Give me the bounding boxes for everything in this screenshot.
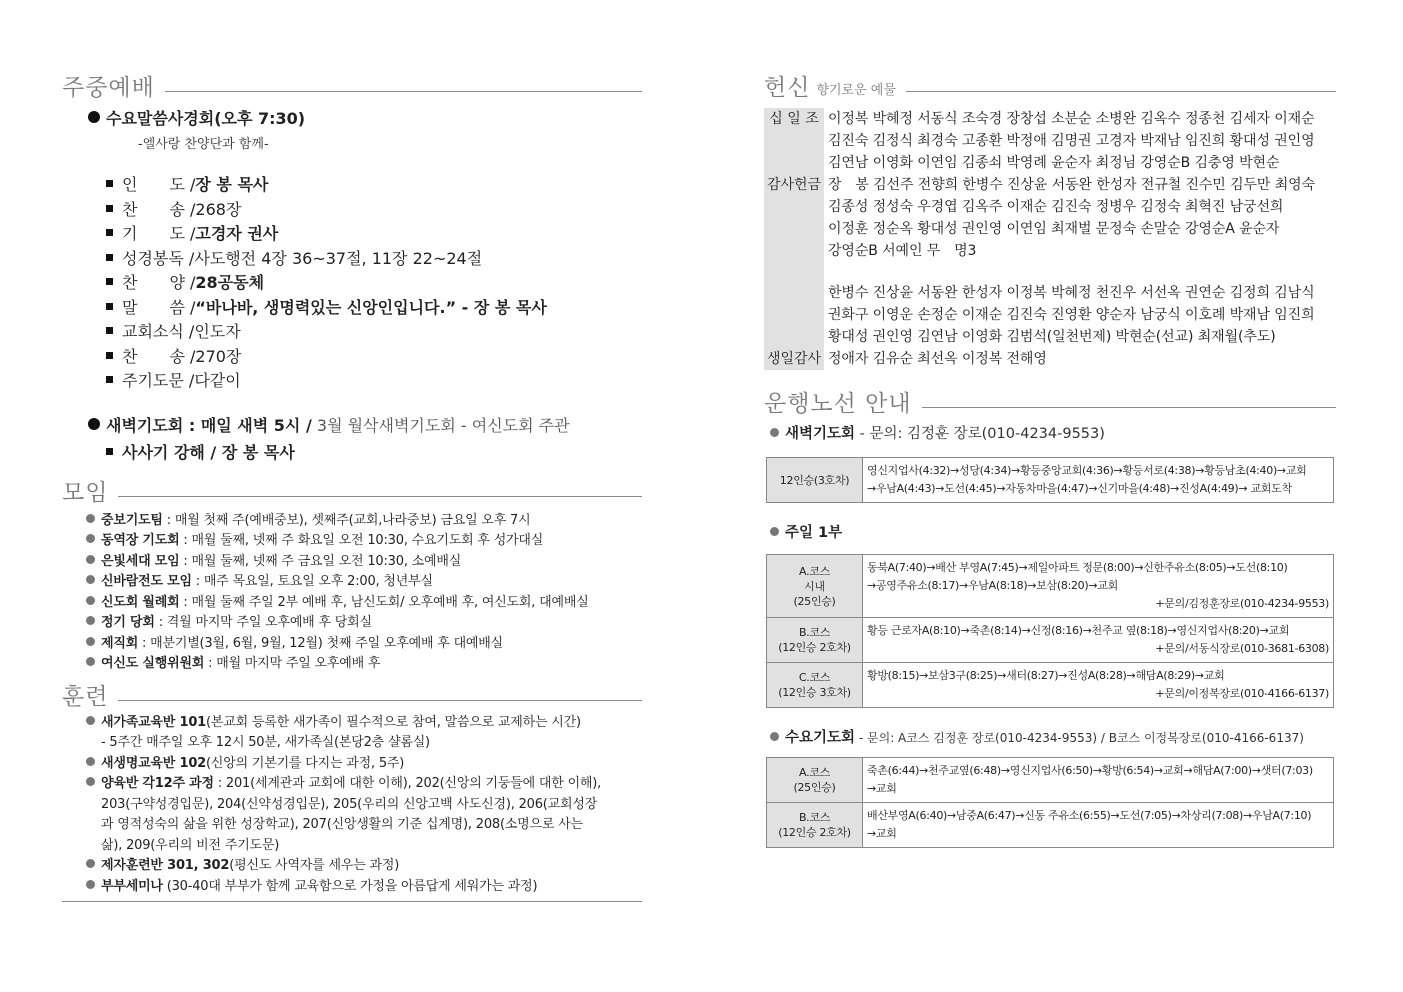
item-name: 중보기도팀: [101, 512, 163, 528]
item-name: 정기 당회: [101, 615, 155, 630]
names-line: 강영순B 서예인 무 명3: [828, 243, 977, 259]
order-row: [106, 270, 642, 295]
route-label: 주일 1부: [785, 525, 843, 541]
list-item: [86, 632, 642, 653]
item-name: 신바람전도 모임: [101, 574, 192, 589]
list-item: [86, 877, 642, 898]
item-text: : 매분기별(3월, 6월, 9월, 12월) 첫째 주일 오후예배 후 대예배실: [138, 635, 503, 651]
route-path: [863, 803, 1334, 848]
route-vehicle: C.코스 (12인승 3호차): [767, 663, 863, 708]
order-value: 270장: [195, 346, 242, 366]
square-bullet-icon: [106, 254, 113, 261]
route-path: [863, 555, 1334, 618]
route-vehicle: B.코스 (12인승 2호차): [767, 618, 863, 663]
table-row: [767, 458, 1334, 503]
route-heading-wednesday: [770, 726, 1336, 747]
list-item: [86, 550, 642, 571]
order-value: 28공동체: [195, 273, 265, 292]
bullet-icon: [88, 418, 100, 430]
order-label: 기 도 /: [122, 224, 196, 243]
divider: [118, 496, 642, 497]
offering-row: [764, 108, 1334, 174]
bullet-icon: [770, 428, 779, 437]
list-item: [86, 856, 642, 877]
divider: [906, 91, 1336, 92]
route-vehicle: A.코스 시내 (25인승): [767, 555, 863, 618]
order-label: 찬 양 /: [122, 273, 196, 292]
item-text: : 매월 첫째 주(예배중보), 셋째주(교회,나라중보) 금요일 오후 7시: [162, 512, 531, 528]
route-line: 영신지업사(4:32)→성당(4:34)→황등중앙교회(4:36)→황등서로(4:38)→황등남초(4:40)→교회: [867, 464, 1307, 477]
item-text: (본교회 등록한 새가족이 필수적으로 참여, 말씀으로 교제하는 시간): [206, 714, 581, 730]
offering-list: [764, 108, 1334, 370]
bullet-icon: [770, 732, 779, 741]
route-path: [863, 458, 1334, 503]
item-name: 동역장 기도회: [101, 533, 180, 548]
offering-category: 십 일 조: [764, 108, 824, 174]
item-name: 새가족교육반 101: [101, 714, 207, 730]
list-item: [86, 509, 642, 530]
route-line: 배산부영A(6:40)→남중A(6:47)→신동 주유소(6:55)→도선(7:05)→차상리(7:08)→우남A(7:10): [867, 809, 1312, 822]
divider: [62, 901, 642, 902]
route-line: 황방(8:15)→보삼3구(8:25)→새터(8:27)→진성A(8:28)→해담A(8:29)→교회: [867, 669, 1225, 682]
route-line: →우남A(4:43)→도선(4:45)→자동차마을(4:47)→신기마을(4:48)→진성A(4:49)→ 교회도착: [867, 482, 1292, 495]
list-item: [86, 652, 642, 673]
bullet-icon: [86, 637, 95, 646]
item-name: 신도회 월례회: [101, 594, 180, 610]
table-row: [767, 618, 1334, 663]
item-text-line: 삶), 209(우리의 비전 주기도문): [101, 837, 280, 853]
item-text: (평신도 사역자를 세우는 과정): [229, 858, 400, 873]
section-title: 모임: [62, 479, 109, 506]
section-title: 훈련: [62, 683, 109, 710]
route-path: [863, 758, 1334, 803]
bullet-icon: [86, 777, 95, 786]
right-column: [764, 64, 1336, 848]
item-text: : 매월 둘째 주일 2부 예배 후, 남신도회/ 오후예배 후, 여신도회, 대예배실: [179, 594, 589, 610]
offering-names: [824, 348, 1334, 370]
offering-names: [824, 108, 1334, 174]
route-contact: +문의/이정복장로(010-4166-6137): [1155, 687, 1329, 700]
section-title: 헌신: [764, 75, 811, 101]
bullet-icon: [86, 534, 95, 543]
order-value: 다같이: [194, 371, 241, 390]
offering-row: [764, 348, 1334, 370]
bullet-icon: [86, 657, 95, 666]
offering-names: [824, 174, 1334, 348]
table-row: [767, 663, 1334, 708]
order-label: 교회소식 /: [122, 322, 195, 341]
item-name: 제직회: [101, 635, 139, 651]
dawn-prayer-sub: [106, 440, 642, 463]
divider: [165, 91, 642, 92]
names-line-blank: [828, 262, 1334, 282]
route-line: →교회: [867, 782, 897, 795]
square-bullet-icon: [106, 205, 113, 212]
order-row: [106, 368, 642, 393]
item-name: 새생명교육반 102: [101, 755, 207, 771]
item-name: 제자훈련반 301, 302: [101, 858, 230, 873]
meeting-list: [86, 509, 642, 673]
square-bullet-icon: [106, 448, 113, 455]
offering-category: 감사헌금: [764, 174, 824, 348]
item-name: 여신도 실행위원회: [101, 656, 205, 671]
order-row: [106, 246, 642, 271]
route-vehicle: B.코스 (12인승 2호차): [767, 803, 863, 848]
names-line: 한병수 진상윤 서동완 한성자 이정복 박혜정 천진우 서선옥 권연순 김정희 김남식: [828, 285, 1315, 301]
section-title: 운행노선 안내: [764, 391, 912, 417]
item-text: : 매주 목요일, 토요일 오후 2:00, 청년부실: [191, 574, 433, 589]
dawn-prayer-detail: 3월 월삭새벽기도회 - 여신도회 주관: [311, 415, 570, 435]
item-text: : 매월 마지막 주일 오후예배 후: [204, 656, 381, 671]
square-bullet-icon: [106, 229, 113, 236]
bullet-icon: [86, 555, 95, 564]
list-item: [86, 570, 642, 591]
order-label: 인 도 /: [122, 175, 196, 194]
order-row: [106, 319, 642, 344]
square-bullet-icon: [106, 352, 113, 359]
item-name: 부부세미나: [101, 878, 163, 894]
item-text: : 매월 둘째, 넷째 주 화요일 오전 10:30, 수요기도회 후 성가대실: [179, 533, 544, 548]
table-row: [767, 555, 1334, 618]
names-line: 김연남 이영화 이연임 김종쇠 박영례 윤순자 최정님 강영순B 김충영 박현순: [828, 155, 1280, 171]
left-column: [62, 64, 642, 902]
route-heading-sunday: [770, 521, 1336, 542]
offering-category: 생일감사: [764, 348, 824, 370]
item-name: 양육반 각12주 과정: [101, 776, 214, 791]
divider: [922, 407, 1336, 408]
section-header-worship: [62, 64, 642, 100]
item-text: : 매월 둘째, 넷째 주 금요일 오전 10:30, 소예배실: [179, 553, 462, 569]
list-item: [86, 713, 642, 734]
names-line: 김진숙 김정식 최경숙 고종환 박정애 김명권 고경자 박재남 임진희 황대성 권인영: [828, 133, 1315, 149]
square-bullet-icon: [106, 303, 113, 310]
section-title: 주중예배: [62, 75, 155, 101]
section-subtitle: 향기로운 예물: [816, 83, 896, 98]
divider: [118, 700, 642, 701]
order-label: 찬 송 /: [122, 199, 196, 219]
square-bullet-icon: [106, 180, 113, 187]
bullet-icon: [88, 111, 100, 123]
order-value: 268장: [195, 199, 242, 219]
route-label: 수요기도회: [785, 730, 856, 746]
bullet-icon: [86, 596, 95, 605]
route-contact: +문의/서동식장로(010-3681-6308): [1155, 642, 1329, 655]
bullet-icon: [86, 616, 95, 625]
route-label: 새벽기도회: [785, 426, 856, 442]
order-value: 사도행전 4장 36~37절, 11장 22~24절: [194, 248, 483, 268]
section-header-training: [62, 673, 642, 709]
list-item: [86, 611, 642, 632]
order-value: 장 봉 목사: [195, 175, 269, 194]
service-order: [106, 172, 642, 393]
route-table-dawn: [766, 457, 1334, 503]
bullet-icon: [86, 514, 95, 523]
names-line: 정애자 김유순 최선옥 이정복 전해영: [828, 351, 1047, 367]
names-line: 황대성 권인영 김연남 이영화 김범석(일천번제) 박현순(선교) 최재월(추도): [828, 329, 1276, 345]
table-row: [767, 803, 1334, 848]
route-contact: - 문의: 김정훈 장로(010-4234-9553): [855, 426, 1105, 442]
route-line: 동북A(7:40)→배산 부영A(7:45)→제일아파트 정문(8:00)→신한주유소(8:05)→도선(8:10): [867, 561, 1288, 574]
bullet-icon: [86, 880, 95, 889]
order-label: 말 씀 /: [122, 297, 196, 317]
order-value: “바나바, 생명력있는 신앙인입니다.” - 장 봉 목사: [195, 297, 547, 317]
order-row: [106, 295, 642, 320]
item-text-line: 과 영적성숙의 삶을 위한 성장학교), 207(신앙생활의 기준 십계명), 208(소명으로 사는: [101, 817, 583, 832]
route-heading-dawn: [770, 422, 1336, 443]
route-contact: +문의/김정훈장로(010-4234-9553): [1155, 597, 1329, 610]
order-label: 주기도문 /: [122, 371, 195, 390]
bullet-icon: [86, 716, 95, 725]
route-line: →교회: [867, 827, 897, 840]
order-label: 성경봉독 /: [122, 248, 195, 268]
training-list: [86, 713, 642, 898]
item-text: (30-40대 부부가 함께 교육함으로 가정을 아름답게 세워가는 과정): [162, 878, 538, 894]
section-header-meeting: [62, 469, 642, 505]
item-text-line: - 5주간 매주일 오후 12시 50분, 새가족실(본당2층 샬롬실): [101, 735, 430, 750]
order-value: 고경자 권사: [195, 224, 279, 243]
section-header-routes: [764, 380, 1336, 416]
order-row: [106, 172, 642, 197]
offering-row: [764, 174, 1334, 348]
dawn-prayer: [88, 413, 642, 436]
route-table-wednesday: [766, 757, 1334, 848]
section-header-offering: [764, 64, 1336, 100]
table-row: [767, 758, 1334, 803]
route-line: →공영주유소(8:17)→우남A(8:18)→보삼(8:20)→교회: [867, 579, 1118, 592]
wednesday-service-heading: [88, 106, 642, 129]
list-item: [86, 529, 642, 550]
item-text: : 격월 마지막 주일 오후예배 후 당회실: [154, 615, 372, 630]
item-text-line: 203(구약성경입문), 204(신약성경입문), 205(우리의 신앙고백 사도신경), 206(교회성장: [101, 796, 598, 812]
dawn-prayer-title: 새벽기도회 : 매일 새벽 5시 /: [106, 415, 312, 435]
names-line: 이정훈 정순옥 황대성 권인영 이연임 최재벌 문정숙 손말순 강영순A 윤순자: [828, 221, 1280, 237]
route-line: 황등 근로자A(8:10)→죽촌(8:14)→신정(8:16)→천주교 옆(8:18)→영신지업사(8:20)→교회: [867, 624, 1290, 637]
route-path: [863, 663, 1334, 708]
route-vehicle: 12인승(3호차): [767, 458, 863, 503]
order-value: 인도자: [194, 322, 241, 341]
bullet-icon: [770, 527, 779, 536]
list-item: [86, 754, 642, 775]
square-bullet-icon: [106, 327, 113, 334]
order-row: [106, 197, 642, 222]
route-vehicle: A.코스 (25인승): [767, 758, 863, 803]
wednesday-service-title: 수요말씀사경회(오후 7:30): [106, 109, 306, 128]
dawn-prayer-sub-text: 사사기 강해 / 장 봉 목사: [122, 442, 295, 462]
names-line: 김종성 정성숙 우경엽 김옥주 이재순 김진숙 정병우 김정숙 최혁진 남궁선희: [828, 199, 1284, 215]
item-text: : 201(세계관과 교회에 대한 이해), 202(신앙의 기둥들에 대한 이해),: [213, 776, 602, 791]
order-row: [106, 221, 642, 246]
item-text: (신앙의 기본기를 다지는 과정, 5주): [206, 755, 405, 771]
bullet-icon: [86, 575, 95, 584]
route-path: [863, 618, 1334, 663]
route-contact: - 문의: A코스 김정훈 장로(010-4234-9553) / B코스 이정복장로(010-4166-6137): [855, 731, 1304, 745]
list-item: [86, 591, 642, 612]
names-line: 이정복 박혜정 서동식 조숙경 장창섭 소분순 소병완 김옥수 정종천 김세자 이재순: [828, 111, 1315, 127]
order-row: [106, 344, 642, 369]
route-line: 죽촌(6:44)→천주교옆(6:48)→영신지업사(6:50)→황방(6:54)→교회→해담A(7:00)→샛터(7:03): [867, 764, 1313, 777]
order-label: 찬 송 /: [122, 346, 196, 366]
names-line: 권화구 이영운 손정순 이재순 김진숙 진영환 양순자 남궁식 이호례 박재남 임진희: [828, 307, 1315, 323]
names-line: 장 봉 김선주 전향희 한병수 진상윤 서동완 한성자 전규철 진수민 김두만 최영숙: [828, 177, 1315, 193]
square-bullet-icon: [106, 278, 113, 285]
square-bullet-icon: [106, 376, 113, 383]
bullet-icon: [86, 859, 95, 868]
wednesday-service-subtitle: -엘사랑 찬양단과 함께-: [138, 137, 269, 152]
bullet-icon: [86, 757, 95, 766]
list-item: [86, 774, 642, 795]
item-name: 은빛세대 모임: [101, 553, 180, 569]
route-table-sunday: [766, 554, 1334, 708]
